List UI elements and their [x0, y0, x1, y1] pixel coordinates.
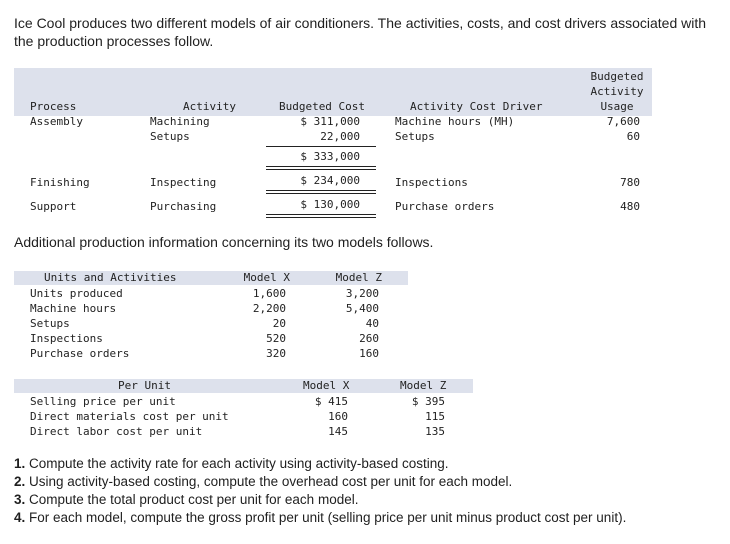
table-cell-model-z: 115	[425, 410, 445, 423]
question-text: Compute the activity rate for each activity using activity-based costing.	[29, 456, 449, 471]
header-process: Process	[30, 100, 77, 113]
table-cell-driver: Purchase orders	[395, 200, 495, 213]
header-model-x: Model X	[303, 379, 350, 392]
table-cell-process: Finishing	[30, 176, 90, 189]
question-text: Compute the total product cost per unit for each model.	[29, 492, 359, 507]
header-driver: Activity Cost Driver	[410, 100, 543, 113]
question-number: 1.	[14, 456, 26, 471]
question-item	[14, 492, 358, 507]
table-cell-activity: Machining	[150, 115, 210, 128]
section2-text: Additional production information concerning its two models follows.	[14, 234, 434, 250]
table-cell-cost: $ 311,000	[300, 115, 360, 128]
table-cell-usage: 780	[620, 176, 640, 189]
question-number: 2.	[14, 474, 26, 489]
purchasing-double-rule	[266, 214, 376, 218]
header-budgeted-cost: Budgeted Cost	[278, 100, 366, 113]
table-cell-model-x: 320	[266, 347, 286, 360]
table-cell-model-x: 2,200	[252, 302, 286, 315]
table-cell-model-z: 160	[359, 347, 379, 360]
header-model-z: Model Z	[400, 379, 447, 392]
header-usage-3: Usage	[600, 100, 634, 113]
table-cell-model-x: 160	[328, 410, 348, 423]
table-row-label: Direct labor cost per unit	[30, 425, 203, 438]
question-item	[14, 510, 626, 525]
question-item	[14, 474, 512, 489]
table-row-label: Inspections	[30, 332, 103, 345]
table-row-label: Setups	[30, 317, 70, 330]
table-row-label: Selling price per unit	[30, 395, 176, 408]
header-usage-1: Budgeted	[590, 70, 644, 83]
header-activity: Activity	[183, 100, 236, 113]
table-cell-process: Support	[30, 200, 77, 213]
question-text: For each model, compute the gross profit per unit (selling price per unit minus product cost per unit).	[29, 510, 627, 525]
table-cell-cost: $ 130,000	[300, 198, 360, 211]
table-cell-driver: Inspections	[395, 176, 468, 189]
question-number: 3.	[14, 492, 26, 507]
subtotal-rule	[266, 146, 376, 147]
table-cell-model-z: 260	[359, 332, 379, 345]
table-cell-cost: $ 234,000	[300, 174, 360, 187]
intro-text: Ice Cool produces two different models of air conditioners. The activities, costs, and cost drivers associated with the production processes follow.	[14, 15, 707, 49]
table-cell-usage: 60	[626, 130, 640, 143]
table-cell-process: Assembly	[30, 115, 83, 128]
table-cell-activity: Setups	[150, 130, 190, 143]
question-item	[14, 456, 448, 471]
table-cell-driver: Setups	[395, 130, 435, 143]
table-cell-model-z: 135	[425, 425, 445, 438]
table-cell-model-z: 40	[365, 317, 379, 330]
table-cell-model-x: 1,600	[252, 287, 286, 300]
table-cell-model-z: $ 395	[411, 395, 445, 408]
total-double-rule	[266, 166, 376, 170]
header-model-z: Model Z	[335, 271, 382, 284]
table-cell-activity: Inspecting	[150, 176, 217, 189]
table-cell-usage: 7,600	[606, 115, 640, 128]
table-cell-cost: 22,000	[320, 130, 360, 143]
header-per-unit: Per Unit	[118, 379, 171, 392]
table-cell-model-x: 520	[266, 332, 286, 345]
header-model-x: Model X	[243, 271, 290, 284]
table-cell-model-z: 5,400	[345, 302, 379, 315]
question-number: 4.	[14, 510, 26, 525]
table-cell-model-x: 20	[272, 317, 286, 330]
header-usage-2: Activity	[590, 85, 644, 98]
table-cell-subtotal: $ 333,000	[300, 150, 360, 163]
table-row-label: Machine hours	[30, 302, 117, 315]
table-cell-model-z: 3,200	[345, 287, 379, 300]
table-row-label: Purchase orders	[30, 347, 130, 360]
table-cell-model-x: 145	[328, 425, 348, 438]
table-cell-model-x: $ 415	[314, 395, 348, 408]
header-units-activities: Units and Activities	[44, 271, 177, 284]
table-row-label: Units produced	[30, 287, 123, 300]
table-cell-driver: Machine hours (MH)	[395, 115, 515, 128]
table-cell-usage: 480	[620, 200, 640, 213]
table-row-label: Direct materials cost per unit	[30, 410, 229, 423]
table-cell-activity: Purchasing	[150, 200, 217, 213]
question-text: Using activity-based costing, compute the overhead cost per unit for each model.	[29, 474, 513, 489]
inspecting-double-rule	[266, 190, 376, 194]
